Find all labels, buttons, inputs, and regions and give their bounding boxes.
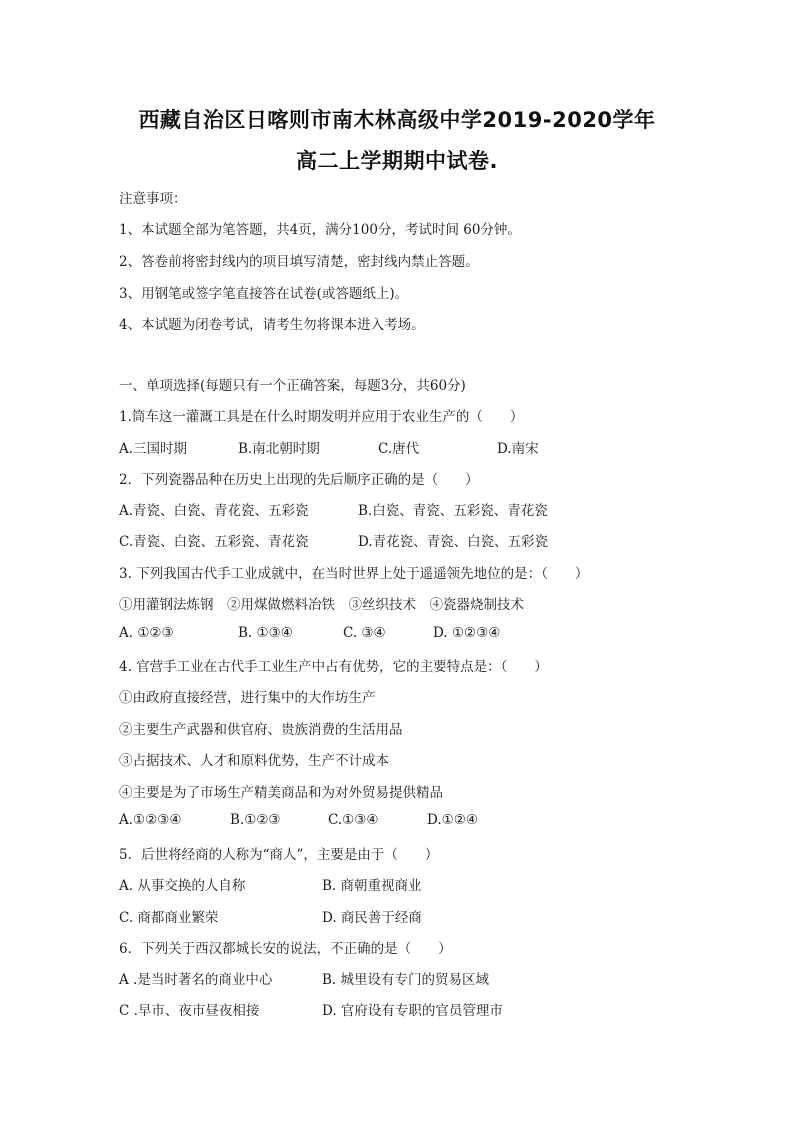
option-a: A. 从事交换的人自称 [119, 878, 246, 894]
option-c: C .早市、夜市昼夜相接 [119, 1003, 260, 1019]
option-d: D.①②④ [427, 812, 478, 828]
option-d: D.南宋 [497, 441, 539, 457]
notice-item: 4、本试题为闭卷考试，请考生勿将课本进入考场。 [119, 317, 425, 333]
option-a: A .是当时著名的商业中心 [119, 972, 273, 988]
question-stem: 6．下列关于西汉都城长安的说法，不正确的是（ ） [119, 941, 452, 957]
question-stem: 2．下列瓷器品种在历史上出现的先后顺序正确的是（ ） [119, 472, 479, 488]
option-c: C. 商都商业繁荣 [119, 910, 219, 926]
option-c: C.青瓷、白瓷、五彩瓷、青花瓷 [119, 534, 309, 550]
option-c: C.唐代 [378, 441, 420, 457]
option-d: D. ①②③④ [433, 625, 501, 641]
option-b: B. ①③④ [238, 625, 293, 641]
option-b: B.白瓷、青瓷、五彩瓷、青花瓷 [358, 503, 548, 519]
question-stem: 3. 下列我国古代手工业成就中，在当时世界上处于遥遥领先地位的是：（ ） [119, 566, 589, 582]
question-stem: 1.筒车这一灌溉工具是在什么时期发明并应用于农业生产的（ ） [119, 409, 524, 425]
option-d: D. 官府设有专职的官员管理市 [322, 1003, 503, 1019]
option-c: C.①③④ [328, 812, 379, 828]
question-statement: ④主要是为了市场生产精美商品和为对外贸易提供精品 [119, 785, 443, 801]
option-a: A.①②③④ [119, 812, 182, 828]
option-d: D. 商民善于经商 [322, 910, 422, 926]
question-stem: 4. 官营手工业在古代手工业生产中占有优势，它的主要特点是：（ ） [119, 659, 548, 675]
option-b: B. 商朝重视商业 [322, 878, 422, 894]
question-statement: ①由政府直接经营，进行集中的大作坊生产 [119, 690, 376, 706]
option-c: C. ③④ [343, 625, 386, 641]
option-a: A.三国时期 [119, 441, 188, 457]
option-a: A. ①②③ [119, 625, 174, 641]
option-d: D.青花瓷、青瓷、白瓷、五彩瓷 [358, 534, 549, 550]
exam-title-line1: 西藏自治区日喀则市南木林高级中学2019-2020学年 [138, 108, 656, 132]
option-b: B.南北朝时期 [238, 441, 320, 457]
option-b: B. 城里设有专门的贸易区域 [322, 972, 490, 988]
question-statement: ①用灌钢法炼钢 ②用煤做燃料冶铁 ③丝织技术 ④瓷器烧制技术 [119, 597, 524, 613]
option-a: A.青瓷、白瓷、青花瓷、五彩瓷 [119, 503, 309, 519]
notice-item: 1、本试题全部为笔答题，共4页，满分100分，考试时间 60分钟。 [119, 222, 521, 238]
notice-item: 2、答卷前将密封线内的项目填写清楚，密封线内禁止答题。 [119, 254, 479, 270]
question-stem: 5．后世将经商的人称为“商人”，主要是由于（ ） [119, 847, 439, 863]
question-statement: ②主要生产武器和供官府、贵族消费的生活用品 [119, 722, 403, 738]
section-heading: 一、单项选择(每题只有一个正确答案，每题3分，共60分) [119, 378, 466, 394]
exam-title-line2: 高二上学期期中试卷. [296, 149, 498, 173]
question-statement: ③占据技术、人才和原料优势，生产不计成本 [119, 753, 389, 769]
notice-heading: 注意事项： [119, 191, 187, 207]
notice-item: 3、用钢笔或签字笔直接答在试卷(或答题纸上)。 [119, 286, 409, 302]
option-b: B.①②③ [230, 812, 281, 828]
